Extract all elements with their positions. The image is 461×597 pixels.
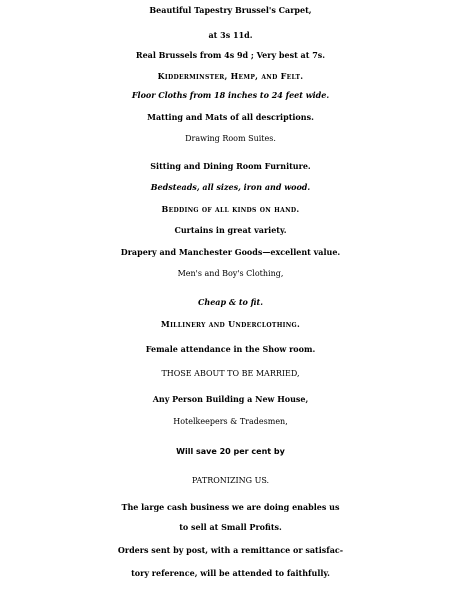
- bedding-line: Bedding of all kinds on hand.: [161, 204, 300, 214]
- brussels-price: Real Brussels from 4s 9d ; Very best at 7s.: [135, 50, 326, 60]
- clothing-heading: Men's and Boy's Clothing,: [177, 269, 284, 278]
- drawing-room-heading: Drawing Room Suites.: [185, 134, 276, 143]
- small-profits-line: to sell at Small Profits.: [179, 522, 282, 532]
- reference-line: tory reference, will be attended to faithfully.: [131, 568, 330, 578]
- save-percent-line: Will save 20 per cent by: [176, 447, 285, 456]
- millinery-line: Millinery and Underclothing.: [160, 319, 301, 329]
- married-heading: THOSE ABOUT TO BE MARRIED,: [161, 369, 300, 378]
- furniture-line: Sitting and Dining Room Furniture.: [150, 161, 311, 171]
- bedsteads-line: Bedsteads, all sizes, iron and wood.: [150, 182, 311, 192]
- curtains-line: Curtains in great variety.: [174, 225, 287, 235]
- carpet-price: at 3s 11d.: [208, 30, 253, 40]
- female-attendance-line: Female attendance in the Show room.: [145, 344, 316, 354]
- drapery-line: Drapery and Manchester Goods—excellent value.: [120, 247, 341, 257]
- patronizing-line: PATRONIZING US.: [191, 476, 270, 485]
- cash-business-line: The large cash business we are doing enables us: [121, 502, 340, 512]
- floor-cloths-line: Floor Cloths from 18 inches to 24 feet wide.: [131, 90, 330, 100]
- orders-line: Orders sent by post, with a remittance or satisfac-: [117, 545, 344, 555]
- new-house-line: Any Person Building a New House,: [152, 394, 309, 404]
- matting-line: Matting and Mats of all descriptions.: [147, 112, 314, 122]
- hotelkeepers-line: Hotelkeepers & Tradesmen,: [173, 417, 288, 426]
- kidderminster-line: Kidderminster, Hemp, and Felt.: [157, 71, 304, 81]
- clothing-tagline: Cheap & to fit.: [198, 297, 263, 307]
- headline-carpet: Beautiful Tapestry Brussel's Carpet,: [149, 5, 312, 15]
